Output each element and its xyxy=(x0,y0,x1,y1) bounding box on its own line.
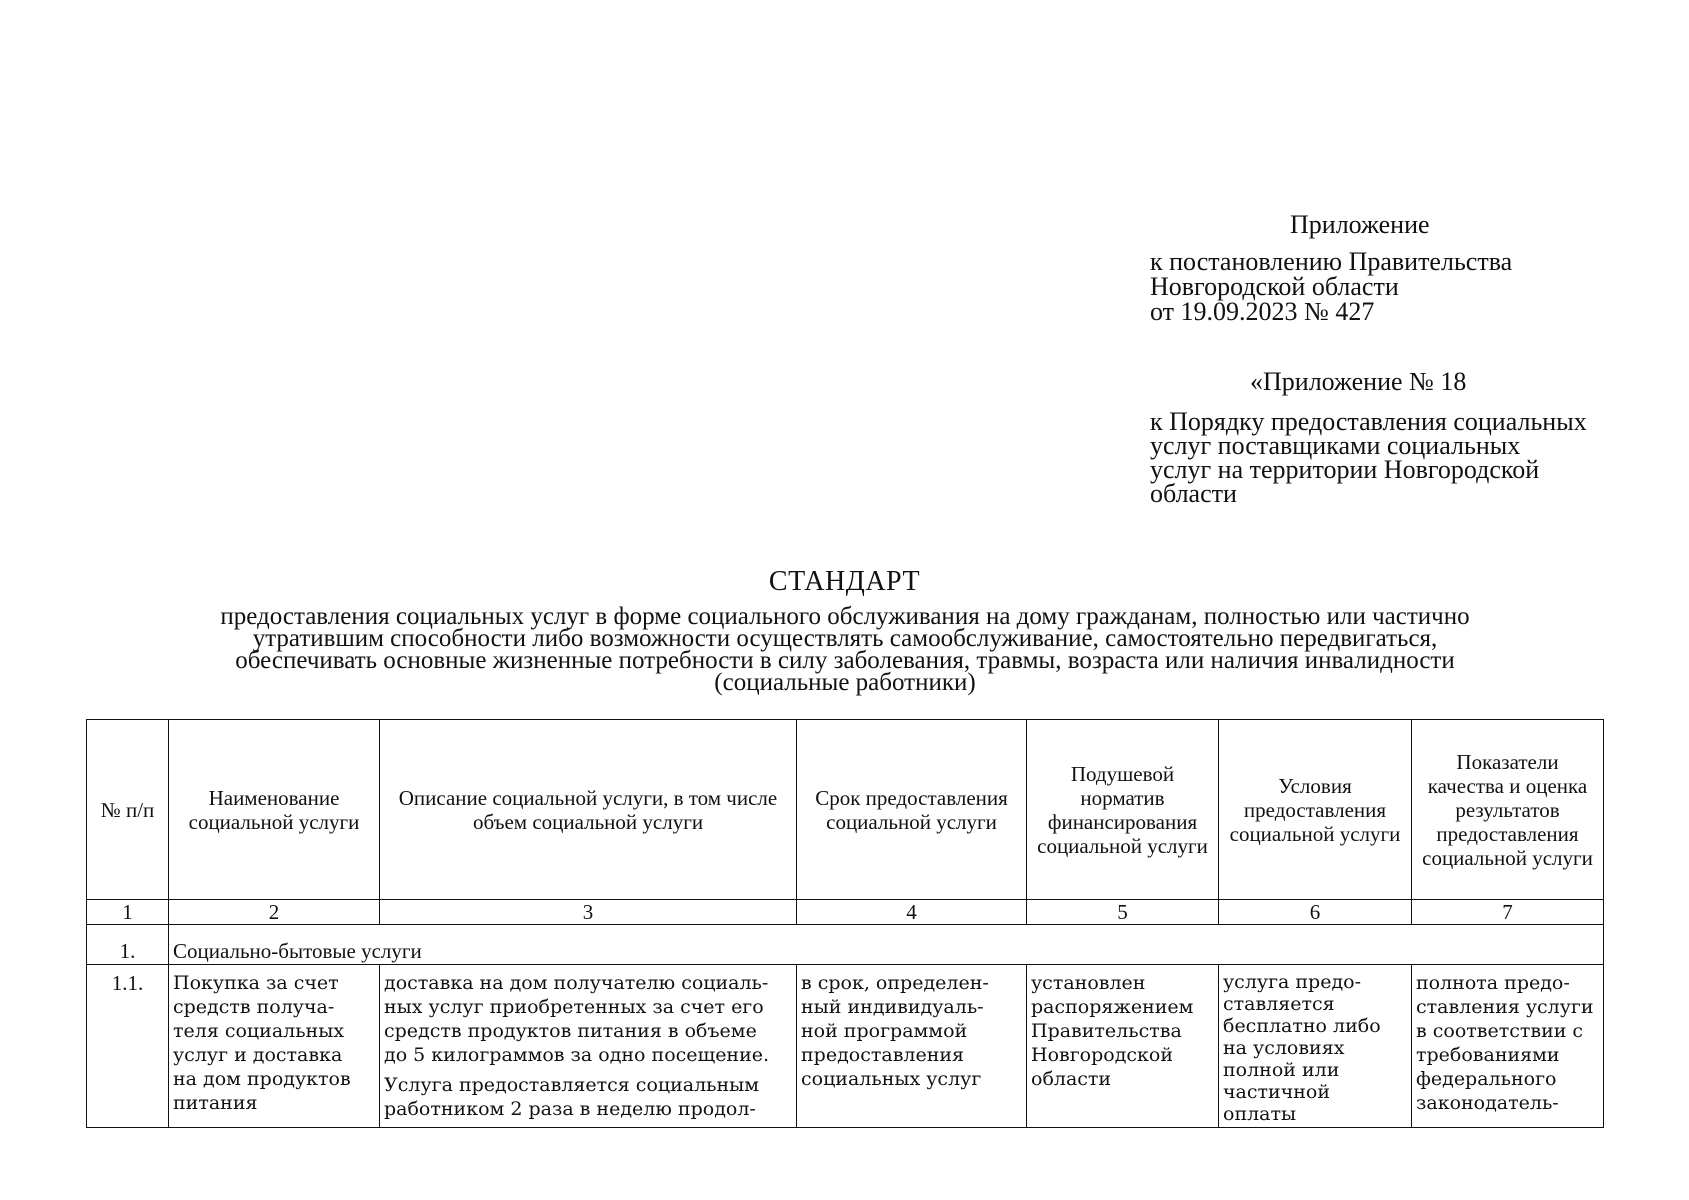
appendix-heading: Приложение xyxy=(1290,210,1430,239)
subtitle-line: утратившим способности либо возможности осуществлять самообслуживание, самостоятельно передвигаться, xyxy=(252,625,1438,652)
standard-table xyxy=(86,719,1604,1128)
column-number: 3 xyxy=(380,900,797,925)
cell-line: ный индивидуаль- xyxy=(801,996,984,1018)
cell-line: Правительства xyxy=(1031,1020,1182,1042)
cell-line: ставления услуги xyxy=(1416,996,1594,1018)
cell-line: требованиями xyxy=(1416,1044,1560,1066)
cell-line: оплаты xyxy=(1223,1103,1297,1125)
row-term xyxy=(797,965,1027,1128)
cell-line: установлен xyxy=(1031,972,1146,994)
cell-line: распоряжением xyxy=(1031,996,1194,1018)
row-description xyxy=(380,965,797,1128)
cell-line: услуга предо- xyxy=(1223,971,1362,993)
appendix-18-line: услуг на территории Новгородской xyxy=(1150,455,1540,484)
cell-line: законодатель- xyxy=(1416,1092,1559,1114)
cell-line: средств продуктов питания в объеме xyxy=(384,1020,757,1042)
row-funding-norm xyxy=(1027,965,1219,1128)
cell-line: теля социальных xyxy=(173,1020,345,1042)
cell-line: области xyxy=(1031,1068,1112,1090)
cell-line: ной программой xyxy=(801,1020,968,1042)
subtitle-line: обеспечивать основные жизненные потребности в силу заболевания, травмы, возраста или наличия инвалидности xyxy=(235,647,1455,674)
section-number: 1. xyxy=(87,925,169,965)
header-funding-norm: Подушевой норматив финансирования социальной услуги xyxy=(1027,720,1219,900)
subtitle-line: предоставления социальных услуг в форме социального обслуживания на дому гражданам, полностью или частично xyxy=(220,603,1470,630)
column-number: 4 xyxy=(797,900,1027,925)
cell-line: доставка на дом получателю социаль- xyxy=(384,972,769,994)
appendix-18-line: области xyxy=(1150,479,1237,508)
cell-line: бесплатно либо xyxy=(1223,1015,1381,1037)
cell-line: предоставления xyxy=(801,1044,965,1066)
cell-line: в срок, определен- xyxy=(801,972,989,994)
cell-line: работником 2 раза в неделю продол- xyxy=(384,1098,756,1120)
appendix-18-line: к Порядку предоставления социальных xyxy=(1150,407,1587,436)
column-number: 6 xyxy=(1219,900,1412,925)
column-number: 2 xyxy=(169,900,380,925)
row-service-name xyxy=(169,965,380,1128)
subtitle-line: (социальные работники) xyxy=(714,669,976,696)
document-title: СТАНДАРТ xyxy=(768,566,921,597)
appendix-18-block xyxy=(1150,367,1630,508)
header-term: Срок предоставления социальной услуги xyxy=(797,720,1027,900)
cell-line: федерального xyxy=(1416,1068,1557,1090)
cell-line: Новгородской xyxy=(1031,1044,1174,1066)
row-conditions xyxy=(1219,965,1412,1128)
cell-line: социальных услуг xyxy=(801,1068,982,1090)
header-quality: Показатели качества и оценка результатов предоставления социальной услуги xyxy=(1412,720,1604,900)
cell-line: услуг и доставка xyxy=(173,1044,343,1066)
cell-line: средств получа- xyxy=(173,996,335,1018)
cell-line: на дом продуктов xyxy=(173,1068,351,1090)
cell-line: Покупка за счет xyxy=(173,972,339,994)
table-header-row xyxy=(87,720,1604,900)
appendix-line: к постановлению Правительства xyxy=(1150,247,1513,276)
cell-line: полнота предо- xyxy=(1416,972,1570,994)
cell-line: частичной xyxy=(1223,1081,1331,1103)
appendix-18-line: услуг поставщиками социальных xyxy=(1150,431,1521,460)
header-description: Описание социальной услуги, в том числе объем социальной услуги xyxy=(380,720,797,900)
header-conditions: Условия предоставления социальной услуги xyxy=(1219,720,1412,900)
cell-line: Услуга предоставляется социальным xyxy=(384,1074,760,1096)
cell-line: ных услуг приобретенных за счет его xyxy=(384,996,764,1018)
row-quality xyxy=(1412,965,1604,1128)
cell-line: питания xyxy=(173,1092,258,1114)
cell-line: ставляется xyxy=(1223,993,1335,1015)
header-service-name: Наименование социальной услуги xyxy=(169,720,380,900)
appendix-line: Новгородской области xyxy=(1150,272,1399,301)
appendix-18-heading: «Приложение № 18 xyxy=(1250,367,1467,396)
row-number: 1.1. xyxy=(87,965,169,1128)
section-row xyxy=(87,925,1604,965)
header-num: № п/п xyxy=(87,720,169,900)
column-number: 7 xyxy=(1412,900,1604,925)
section-label: Социально-бытовые услуги xyxy=(169,925,1604,965)
cell-line: в соответствии с xyxy=(1416,1020,1584,1042)
cell-line: на условиях xyxy=(1223,1037,1345,1059)
cell-line: до 5 килограммов за одно посещение. xyxy=(384,1044,770,1066)
appendix-line: от 19.09.2023 № 427 xyxy=(1150,297,1375,326)
column-number-row xyxy=(87,900,1604,925)
document-subtitle xyxy=(100,603,1590,696)
cell-line: полной или xyxy=(1223,1059,1340,1081)
column-number: 1 xyxy=(87,900,169,925)
column-number: 5 xyxy=(1027,900,1219,925)
appendix-block xyxy=(1150,212,1630,324)
table-row xyxy=(87,965,1604,1128)
